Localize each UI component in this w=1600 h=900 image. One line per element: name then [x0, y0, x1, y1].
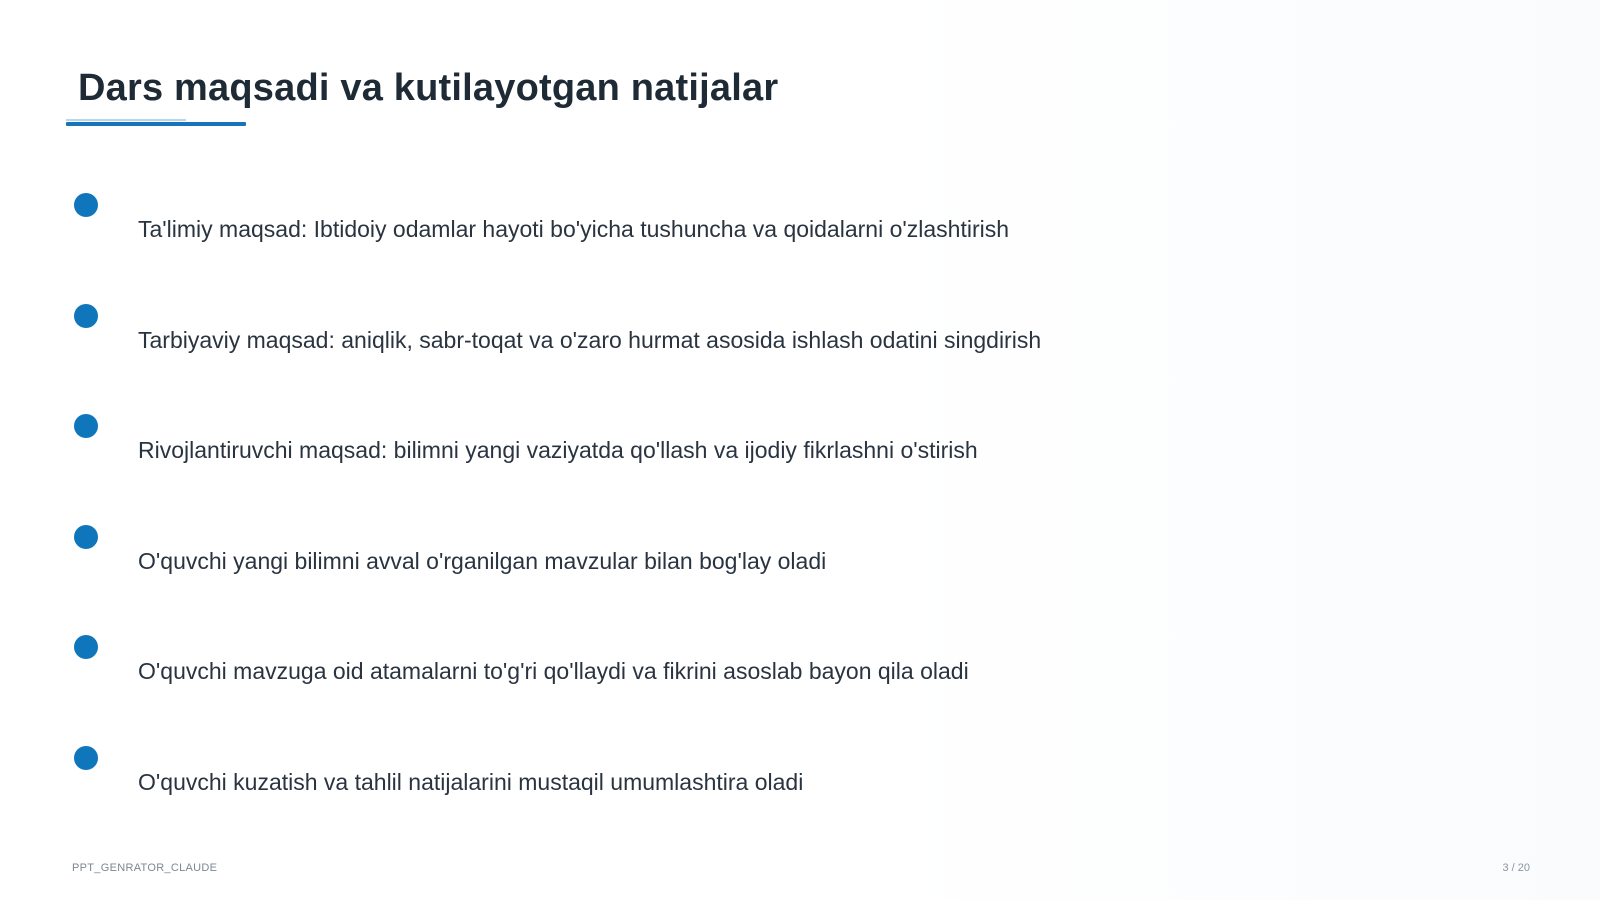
- bullet-item: [74, 525, 1374, 581]
- bullet-item: [74, 304, 1374, 360]
- bullet-dot-icon: [74, 635, 98, 659]
- bullet-text: O'quvchi kuzatish va tahlil natijalarini mustaqil umumlashtira oladi: [138, 769, 804, 795]
- bullet-dot-icon: [74, 746, 98, 770]
- bullet-text: Tarbiyaviy maqsad: aniqlik, sabr-toqat va o'zaro hurmat asosida ishlash odatini singdirish: [138, 327, 1042, 353]
- bullet-text: O'quvchi mavzuga oid atamalarni to'g'ri qo'llaydi va fikrini asoslab bayon qila oladi: [138, 658, 969, 684]
- bullet-dot-icon: [74, 525, 98, 549]
- bullet-item: [74, 414, 1374, 470]
- bullet-dot-icon: [74, 414, 98, 438]
- slide-title: Dars maqsadi va kutilayotgan natijalar: [78, 67, 779, 109]
- bullet-text: Ta'limiy maqsad: Ibtidoiy odamlar hayoti bo'yicha tushuncha va qoidalarni o'zlashtirish: [138, 216, 1010, 242]
- bullet-dot-icon: [74, 193, 98, 217]
- bullet-item: [74, 746, 1374, 802]
- bullet-item: [74, 193, 1374, 249]
- bullet-text: Rivojlantiruvchi maqsad: bilimni yangi vaziyatda qo'llash va ijodiy fikrlashni o'stirish: [138, 437, 978, 463]
- footer-brand: PPT_GENRATOR_CLAUDE: [72, 862, 218, 874]
- bullet-dot-icon: [74, 304, 98, 328]
- bullet-text: O'quvchi yangi bilimni avval o'rganilgan mavzular bilan bog'lay oladi: [138, 548, 827, 574]
- page-indicator: 3 / 20: [1502, 862, 1530, 874]
- bullet-item: [74, 635, 1374, 691]
